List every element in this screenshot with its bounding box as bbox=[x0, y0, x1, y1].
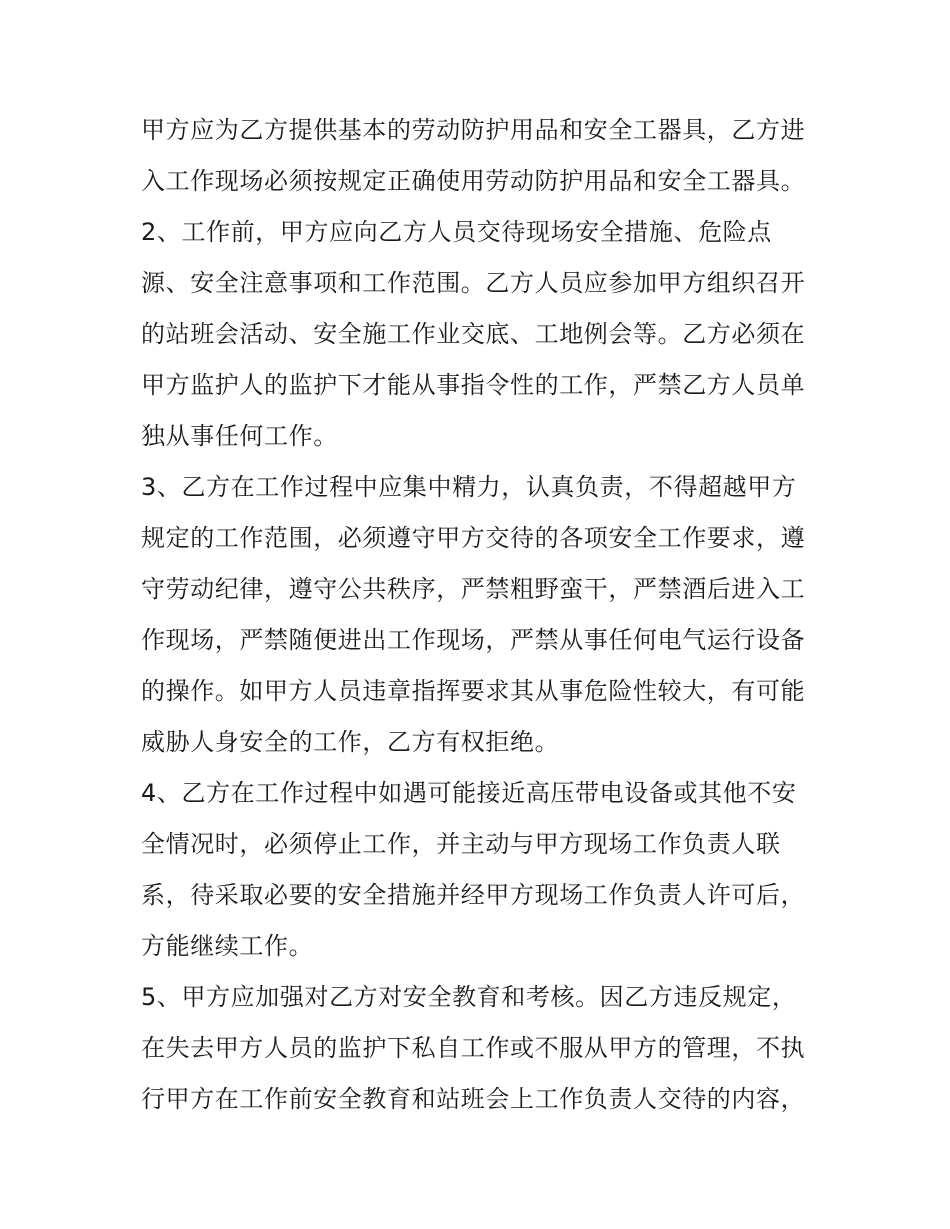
text-line: 在失去甲方人员的监护下私自工作或不服从甲方的管理，不执 bbox=[141, 1034, 806, 1062]
text-line: 方能继续工作。 bbox=[141, 932, 314, 960]
text-line: 甲方监护人的监护下才能从事指令性的工作，严禁乙方人员单 bbox=[141, 371, 806, 399]
text-line: 4、乙方在工作过程中如遇可能接近高压带电设备或其他不安 bbox=[141, 779, 797, 807]
text-line: 源、安全注意事项和工作范围。乙方人员应参加甲方组织召开 bbox=[141, 269, 806, 297]
text-line: 守劳动纪律，遵守公共秩序，严禁粗野蛮干，严禁酒后进入工 bbox=[141, 575, 806, 603]
text-line: 独从事任何工作。 bbox=[141, 422, 338, 450]
text-line: 的站班会活动、安全施工作业交底、工地例会等。乙方必须在 bbox=[141, 320, 806, 348]
text-line: 入工作现场必须按规定正确使用劳动防护用品和安全工器具。 bbox=[141, 167, 806, 195]
text-line: 2、工作前，甲方应向乙方人员交待现场安全措施、危险点 bbox=[141, 218, 772, 246]
text-line: 5、甲方应加强对乙方对安全教育和考核。因乙方违反规定， bbox=[141, 983, 797, 1011]
text-line: 3、乙方在工作过程中应集中精力，认真负责，不得超越甲方 bbox=[141, 473, 797, 501]
text-line: 威胁人身安全的工作，乙方有权拒绝。 bbox=[141, 728, 560, 756]
text-line: 作现场，严禁随便进出工作现场，严禁从事任何电气运行设备 bbox=[141, 626, 806, 654]
text-line: 规定的工作范围，必须遵守甲方交待的各项安全工作要求，遵 bbox=[141, 524, 806, 552]
text-line: 系，待采取必要的安全措施并经甲方现场工作负责人许可后， bbox=[141, 881, 806, 909]
document-body bbox=[141, 105, 821, 1125]
text-line: 甲方应为乙方提供基本的劳动防护用品和安全工器具，乙方进 bbox=[141, 116, 806, 144]
text-line: 的操作。如甲方人员违章指挥要求其从事危险性较大，有可能 bbox=[141, 677, 806, 705]
text-line: 全情况时，必须停止工作，并主动与甲方现场工作负责人联 bbox=[141, 830, 781, 858]
text-line: 行甲方在工作前安全教育和站班会上工作负责人交待的内容， bbox=[141, 1085, 806, 1113]
